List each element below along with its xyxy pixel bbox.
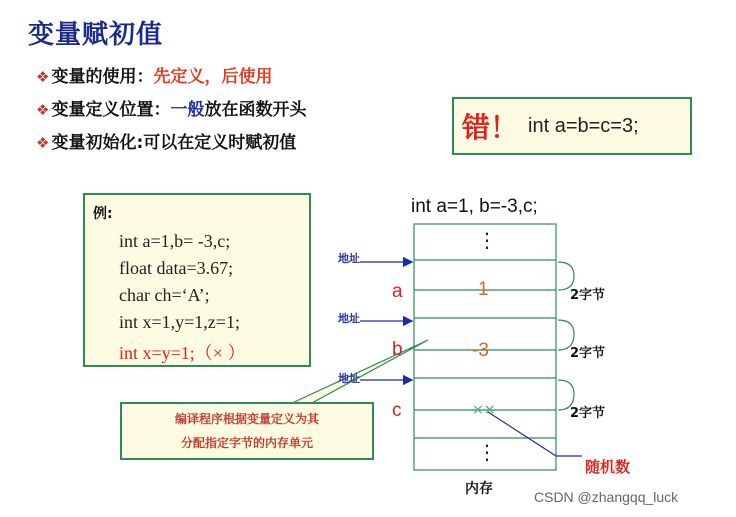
diamond-bullet-icon: ❖ [36, 101, 50, 119]
variable-label-b: b [392, 339, 403, 360]
compiler-note-box [120, 402, 374, 460]
code-line: int a=1,b= -3,c; [119, 231, 231, 251]
address-label: 地址 [338, 312, 360, 325]
variable-label-c: c [392, 400, 402, 421]
note-line: 编译程序根据变量定义为其 [174, 412, 319, 426]
error-code: int a=b=c=3; [528, 114, 639, 137]
memory-label: 内存 [465, 481, 493, 497]
bullet-init: ❖ 变量初始化:可以在定义时赋初值 [36, 133, 297, 153]
bullet-usage: ❖ 变量的使用：先定义，后使用 [36, 67, 273, 87]
bytes-label: 2字节 [570, 346, 606, 361]
page-title: 变量赋初值 [28, 20, 164, 50]
cell-value-a: 1 [478, 279, 489, 300]
variable-label-a: a [392, 281, 403, 302]
bullet-position: ❖ 变量定义位置：一般放在函数开头 [36, 100, 307, 120]
code-line: float data=3.67; [119, 258, 234, 278]
code-line-wrong: int x=y=1;（× ） [119, 343, 246, 363]
random-number-label: 随机数 [585, 458, 631, 476]
declaration-text: int a=1, b=-3,c; [411, 196, 538, 217]
error-word: 错！ [462, 111, 519, 144]
memory-dots-bottom: ⋮ [477, 440, 497, 464]
code-line: char ch=‘A’; [119, 285, 210, 305]
bullet-position-highlight: 一般 [170, 100, 205, 120]
diamond-bullet-icon: ❖ [36, 134, 50, 152]
cell-value-b: -3 [472, 340, 489, 361]
cell-value-c: ×× [472, 402, 496, 418]
code-line: int x=1,y=1,z=1; [119, 312, 240, 332]
bytes-label: 2字节 [570, 288, 606, 303]
watermark: CSDN @zhangqq_luck [534, 489, 679, 505]
diamond-bullet-icon: ❖ [36, 68, 50, 86]
bytes-label: 2字节 [570, 406, 606, 421]
address-label: 地址 [338, 372, 360, 385]
bullet-usage-highlight: 先定义，后使用 [153, 67, 273, 87]
address-label: 地址 [338, 252, 360, 265]
memory-dots-top: ⋮ [477, 228, 497, 252]
note-line: 分配指定字节的内存单元 [180, 436, 313, 450]
example-label: 例: [93, 206, 113, 222]
